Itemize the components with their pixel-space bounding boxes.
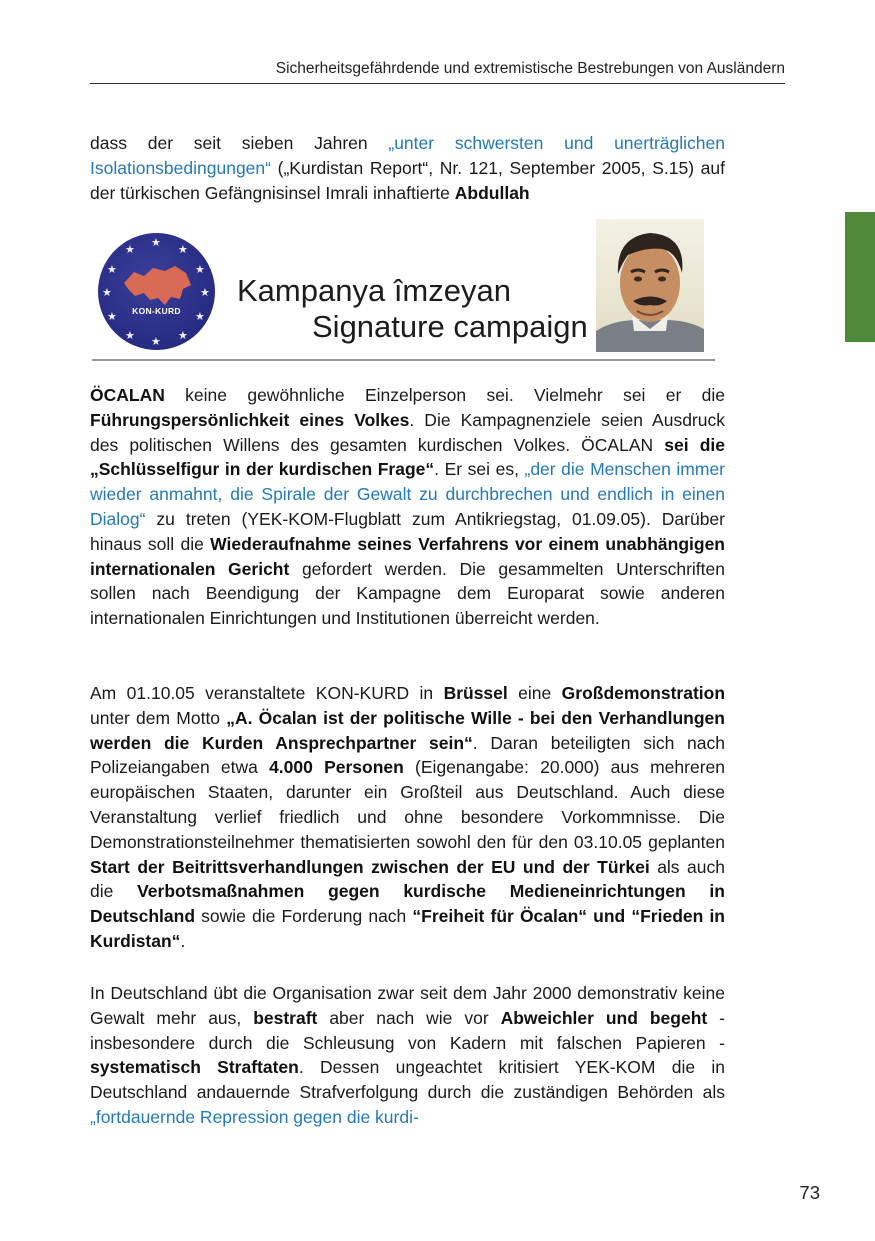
quote: „unter schwersten und unerträglichen Isolationsbedingungen“ [90, 133, 725, 178]
star-icon: ★ [107, 311, 117, 323]
portrait-illustration [596, 219, 704, 352]
text-run: In Deutschland übt die Organisation zwar seit dem Jahr 2000 demonstrativ keine Gewalt mehr aus, [90, 983, 725, 1028]
bold-text: Großdemonstration [561, 683, 726, 703]
bold-text: bestraft [253, 1007, 318, 1028]
text-run: . [180, 930, 186, 951]
banner-underline [92, 359, 715, 361]
bold-text: Wiederaufnahme seines Verfahrens vor einem unabhängigen internationalen Gericht [90, 533, 725, 579]
quote: „fortdauernde Repression gegen die kurdi- [90, 1106, 419, 1127]
text-run: keine gewöhnliche Einzelperson sei. Vielmehr sei er die [164, 385, 725, 405]
kon-kurd-logo [98, 233, 215, 350]
star-icon: ★ [195, 311, 205, 323]
text-run: („Kurdistan Report“, Nr. 121, September 2005, S.15) auf der türkischen Gefängnisinsel Imrali inhaftierte [90, 157, 725, 203]
text-run: - insbesondere durch die Schleusung von Kadern mit falschen Papieren - [90, 1007, 725, 1053]
star-icon: ★ [107, 264, 117, 276]
text-run: als auch die [90, 856, 725, 902]
bold-text: systematisch Straftaten [90, 1057, 299, 1078]
star-icon: ★ [125, 330, 135, 342]
header-rule [90, 83, 785, 84]
bold-text: ÖCALAN [90, 385, 165, 405]
banner-title-english: Signature campaign [312, 309, 588, 344]
bold-text: Verbotsmaßnahmen gegen kurdische Medieneinrichtungen in Deutschland [90, 881, 725, 927]
text-run: Am 01.10.05 veranstaltete KON-KURD in [90, 683, 444, 703]
text-run: . Dessen ungeachtet kritisiert YEK-KOM die in Deutschland andauernde Strafverfolgung durch die zuständigen Behörden als [90, 1057, 725, 1103]
star-icon: ★ [151, 237, 161, 249]
paragraph-4 [90, 981, 725, 1130]
text-run: (Eigenangabe: 20.000) aus mehreren europäischen Staaten, darunter ein Großteil aus Deutschland. Auch diese Veranstaltung verlief friedlich und ohne besondere Vorkommnisse. Die Demonstrationsteilnehmer thematisierten sowohl den für den 03.10.05 geplanten [90, 757, 726, 852]
star-icon: ★ [102, 287, 112, 299]
text-run: eine [507, 683, 562, 703]
logo-label: KON-KURD [132, 306, 181, 316]
text-run: . Er sei es, [434, 459, 525, 480]
bold-text: 4.000 Personen [269, 757, 404, 778]
text-run: dass der seit sieben Jahren [90, 133, 389, 153]
bold-text: “Freiheit für Öcalan“ und “Frieden in Kurdistan“ [90, 906, 725, 951]
star-icon: ★ [178, 244, 188, 256]
quote: „der die Menschen immer wieder anmahnt, die Spirale der Gewalt zu durchbrechen und endlich in einen Dialog“ [90, 459, 726, 529]
chapter-side-tab [845, 212, 875, 342]
text-run: sowie die Forderung nach [195, 906, 413, 927]
paragraph-1 [90, 131, 725, 205]
text-run: . Daran beteiligten sich nach Polizeiangaben etwa [90, 732, 725, 778]
bold-text: Start der Beitrittsverhandlungen zwischen der EU und der Türkei [90, 856, 650, 877]
portrait-photo [596, 219, 704, 352]
text-run: zu treten (YEK-KOM-Flugblatt zum Antikriegstag, 01.09.05). Darüber hinaus soll die [90, 508, 725, 554]
paragraph-2 [90, 383, 725, 631]
signature-campaign-banner [90, 215, 725, 365]
text-run: . Die Kampagnenziele seien Ausdruck des politischen Willens des gesamten kurdischen Volkes. ÖCALAN [90, 409, 725, 455]
text-run: gefordert werden. Die gesammelten Unterschriften sollen nach Beendigung der Kampagne dem Europarat sowie anderen internationalen Einrichtungen und Institutionen überreicht werden. [90, 558, 725, 629]
running-header: Sicherheitsgefährdende und extremistische Bestrebungen von Ausländern [275, 60, 785, 77]
page-number: 73 [799, 1182, 820, 1203]
star-icon: ★ [200, 287, 210, 299]
banner-title-kurdish: Kampanya îmzeyan [237, 273, 511, 308]
text-run: unter dem Motto [90, 707, 227, 728]
star-icon: ★ [178, 330, 188, 342]
bold-text: Führungspersönlichkeit eines Volkes [90, 409, 410, 430]
star-icon: ★ [125, 244, 135, 256]
star-icon: ★ [195, 264, 205, 276]
kurdistan-map-icon [120, 263, 195, 309]
quote: „Schlüsselfigur in der kurdischen Frage“ [90, 459, 435, 480]
bold-text: Abweichler und begeht [500, 1007, 708, 1028]
bold-text: Abdullah [454, 182, 530, 203]
bold-text: sei die [664, 434, 725, 455]
text-run: aber nach wie vor [317, 1007, 501, 1028]
quote: „A. Öcalan ist der politische Wille - bei den Verhandlungen werden die Kurden Ansprechpartner sein“ [90, 707, 725, 753]
bold-text: Brüssel [443, 683, 508, 703]
paragraph-3 [90, 681, 725, 954]
star-icon: ★ [151, 336, 161, 348]
